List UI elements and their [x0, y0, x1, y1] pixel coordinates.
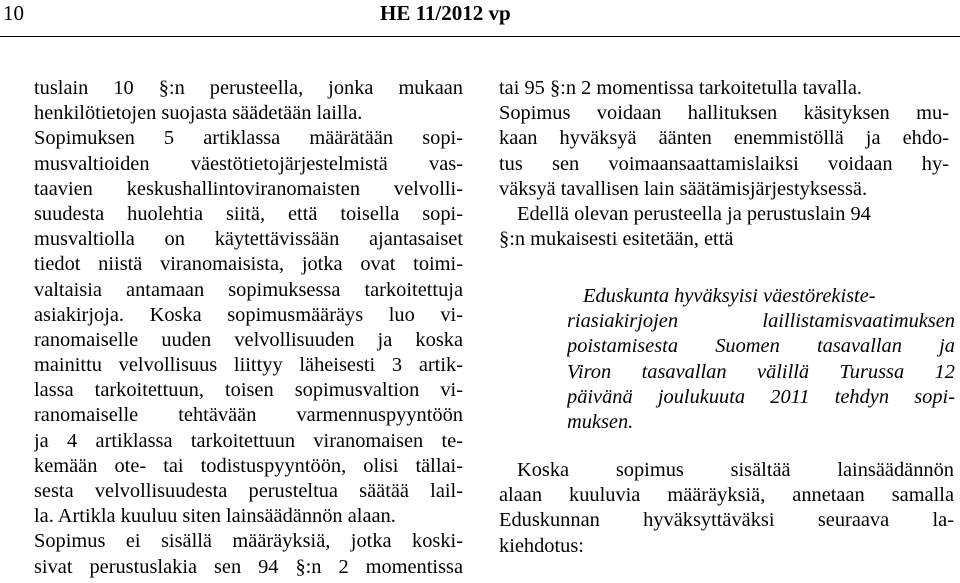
text-line: asiakirjoja. Koska sopimusmääräys luo vi- — [34, 303, 463, 326]
text-line: Sopimus voidaan hallituksen käsityksen mu- — [499, 102, 949, 125]
right-column — [499, 76, 960, 252]
text-line: tiedot niistä viranomaisista, jotka ovat toimi- — [34, 253, 463, 276]
text-line: la. Artikla kuuluu siten lainsäädännön alaan. — [34, 505, 396, 528]
text-line: valtaisia antamaan sopimuksessa tarkoitettuja — [34, 278, 463, 301]
text-line: poistamisesta Suomen tasavallan ja — [567, 335, 955, 358]
text-line: päivänä joulukuuta 2011 tehdyn sopi- — [567, 385, 955, 408]
closing-paragraph — [499, 458, 954, 559]
text-line: muksen. — [567, 410, 634, 433]
text-line: tus sen voimaansaattamislaiksi voidaan hy- — [499, 152, 949, 175]
document-id: HE 11/2012 vp — [380, 1, 511, 25]
text-line: Koska sopimus sisältää lainsäädännön — [517, 459, 954, 481]
header-rule — [0, 36, 960, 37]
text-line: väksyä tavallisen lain säätämisjärjestyksessä. — [499, 177, 868, 200]
text-line: Sopimuksen 5 artiklassa määrätään sopi- — [34, 127, 463, 150]
text-line: taavien keskushallintoviranomaisten velvolli- — [34, 177, 463, 200]
text-line: Viron tasavallan välillä Turussa 12 — [567, 360, 955, 383]
text-line: sivat perustuslakia sen 94 §:n 2 momentissa — [34, 555, 463, 578]
page-number: 10 — [3, 1, 24, 25]
text-line: musvaltioiden väestötietojärjestelmistä vas- — [34, 152, 463, 175]
text-line: kiehdotus: — [499, 534, 584, 557]
left-column — [34, 76, 463, 580]
text-line: kemään ote- tai todistuspyyntöön, olisi tällai- — [34, 454, 463, 477]
text-line: Edellä olevan perusteella ja perustuslain 94 — [517, 202, 871, 225]
text-line: riasiakirjojen laillistamisvaatimuksen — [567, 310, 955, 333]
text-line: Sopimus ei sisällä määräyksiä, jotka koski- — [34, 530, 463, 553]
text-line: alaan kuuluvia määräyksiä, annetaan samalla — [499, 484, 954, 507]
text-line: ranomaiselle tehtävään varmennuspyyntöön — [34, 404, 463, 427]
page-header — [0, 0, 960, 40]
text-line: suudesta huolehtia siitä, että toisella sopi- — [34, 202, 463, 225]
text-line: tuslain 10 §:n perusteella, jonka mukaan — [34, 77, 463, 99]
text-line: mainittu velvollisuus liittyy läheisesti 3 artik- — [34, 354, 463, 377]
text-line: henkilötietojen suojasta säädetään lailla. — [34, 102, 363, 125]
text-line: ranomaiselle uuden velvollisuuden ja koska — [34, 328, 463, 351]
text-line: lassa tarkoitettuun, toisen sopimusvaltion vi- — [34, 379, 463, 402]
text-line: Eduskunta hyväksyisi väestörekiste- — [583, 285, 876, 307]
statute-text — [567, 284, 955, 435]
text-line: sesta velvollisuudesta perusteltua säätää lail- — [34, 480, 463, 502]
text-line: §:n mukaisesti esitetään, että — [499, 228, 734, 251]
text-line: kaan hyväksyä äänten enemmistöllä ja ehdo- — [499, 127, 949, 150]
text-line: musvaltiolla on käytettävissään ajantasaiset — [34, 228, 463, 251]
text-line: ja 4 artiklassa tarkoitettuun viranomaisen te- — [34, 429, 463, 452]
text-line: Eduskunnan hyväksyttäväksi seuraava la- — [499, 509, 954, 532]
text-line: tai 95 §:n 2 momentissa tarkoitetulla tavalla. — [499, 77, 862, 99]
